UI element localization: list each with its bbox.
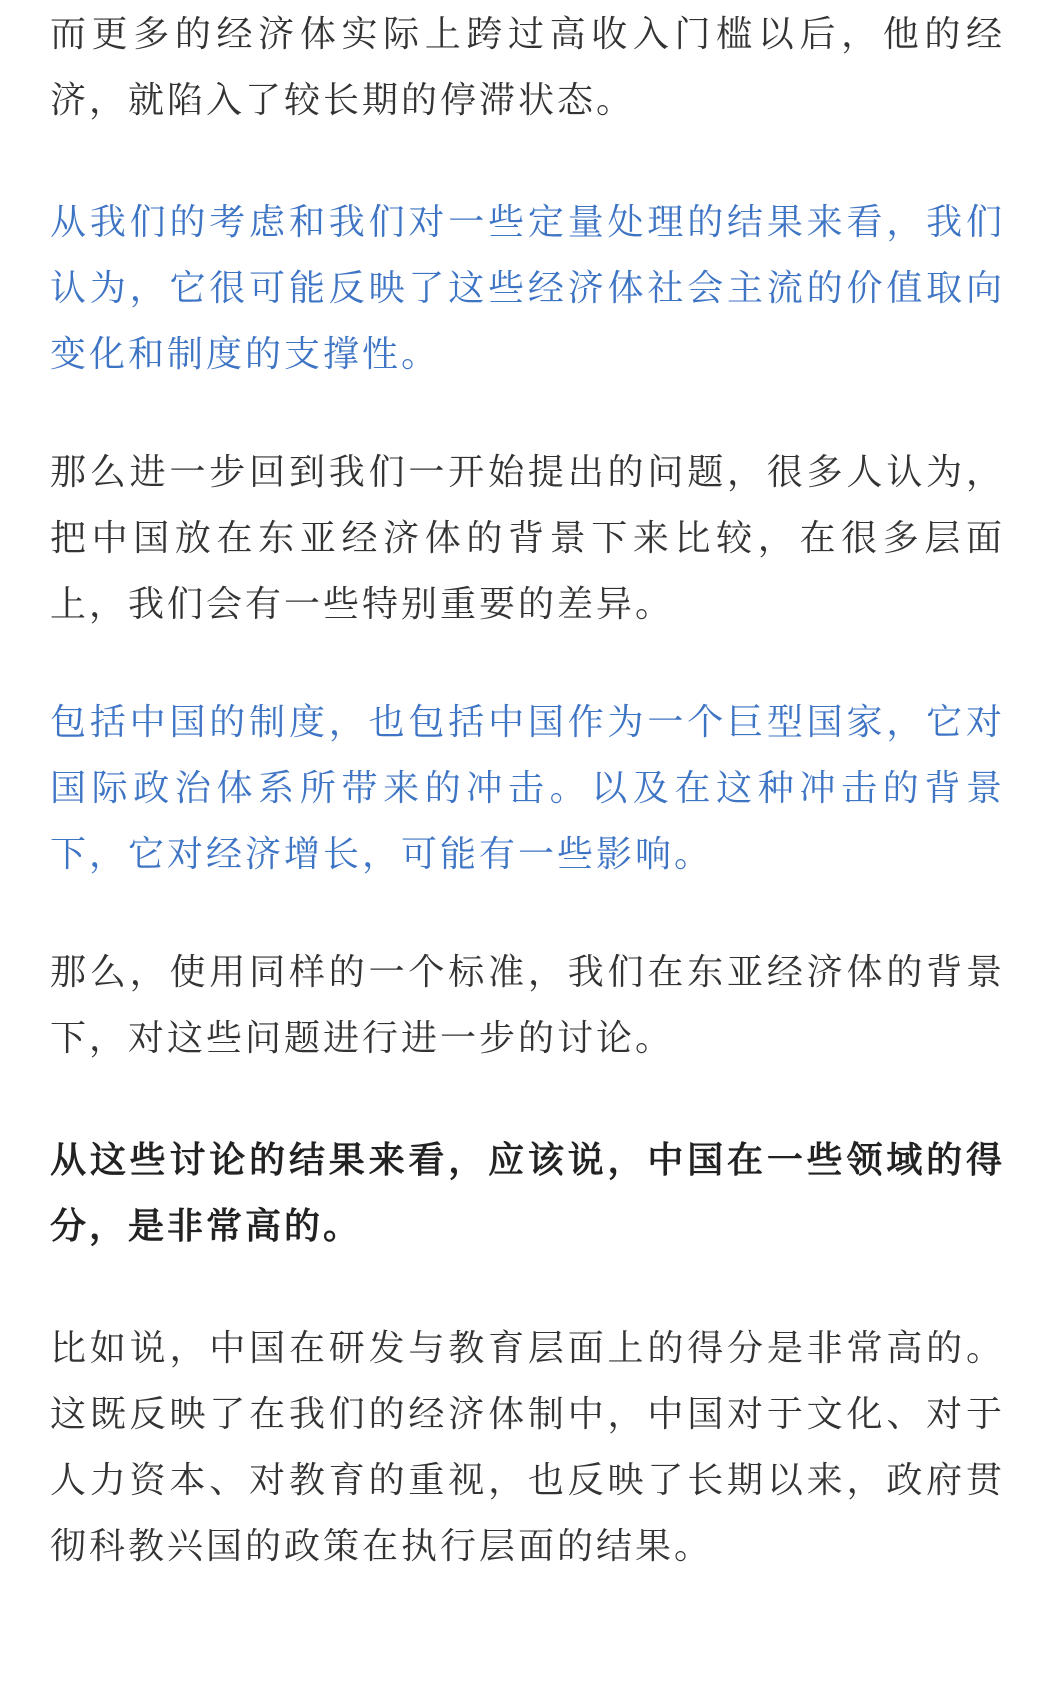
paragraph-1: 而更多的经济体实际上跨过高收入门槛以后，他的经济，就陷入了较长期的停滞状态。 (50, 14, 1005, 121)
paragraph-6-bold: 从这些讨论的结果来看，应该说，中国在一些领域的得分，是非常高的。 (50, 1140, 1005, 1247)
paragraph-7: 比如说，中国在研发与教育层面上的得分是非常高的。这既反映了在我们的经济体制中，中国对于文化、对于人力资本、对教育的重视，也反映了长期以来，政府贯彻科教兴国的政策在执行层面的结果。 (50, 1328, 1005, 1567)
paragraph-3: 那么进一步回到我们一开始提出的问题，很多人认为，把中国放在东亚经济体的背景下来比较，在很多层面上，我们会有一些特别重要的差异。 (50, 452, 1005, 625)
paragraph-5: 那么，使用同样的一个标准，我们在东亚经济体的背景下，对这些问题进行进一步的讨论。 (50, 952, 1005, 1059)
paragraph-2-highlight: 从我们的考虑和我们对一些定量处理的结果来看，我们认为，它很可能反映了这些经济体社会主流的价值取向变化和制度的支撑性。 (50, 202, 1005, 375)
paragraph-4-highlight: 包括中国的制度，也包括中国作为一个巨型国家，它对国际政治体系所带来的冲击。以及在这种冲击的背景下，它对经济增长，可能有一些影响。 (50, 702, 1005, 875)
